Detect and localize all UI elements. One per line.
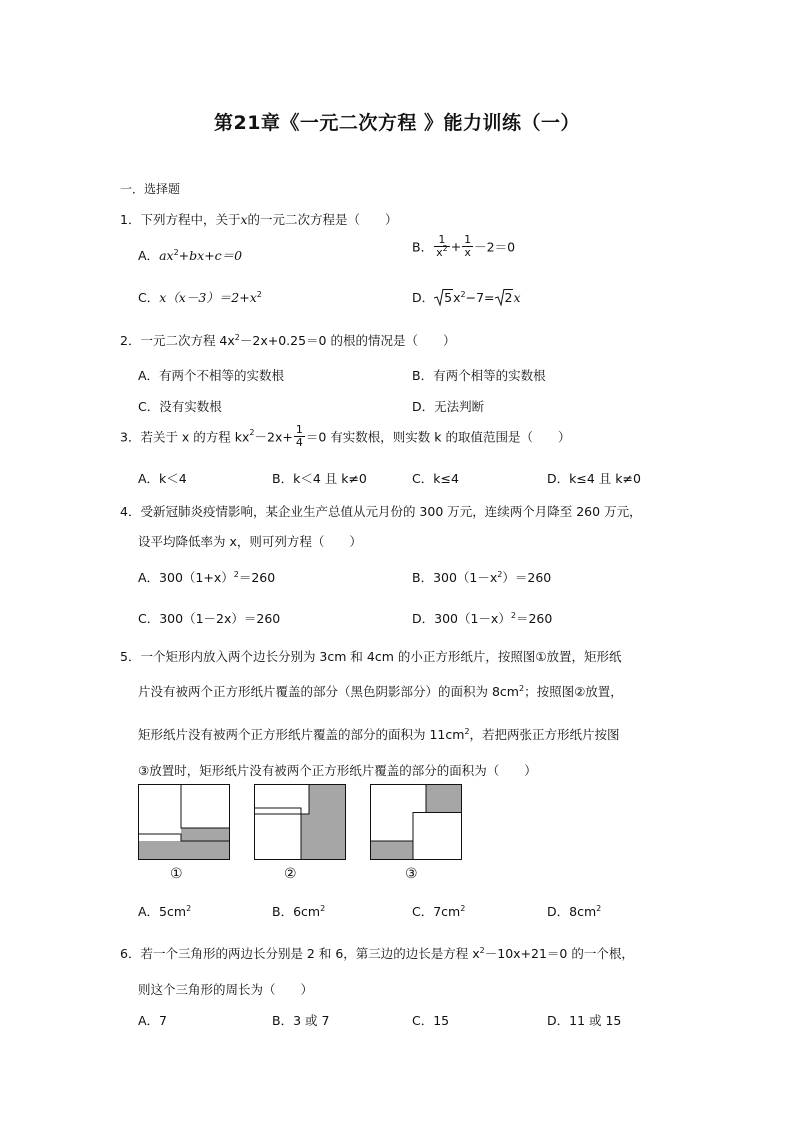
question-6-line-2: 则这个三角形的周长为（ ） (138, 982, 314, 997)
q5-line3-sup: 2 (464, 727, 470, 736)
q5-option-d[interactable] (547, 902, 601, 920)
q3-option-b[interactable]: B．k＜4 且 k≠0 (272, 471, 367, 486)
q2-option-a[interactable]: A．有两个不相等的实数根 (138, 368, 285, 383)
q1-b-num1: 1 (434, 234, 450, 247)
question-5-line-2 (138, 682, 623, 700)
q4-a-pre: A．300（1+x） (138, 570, 234, 585)
q1-d-sqrt-1 (434, 290, 453, 305)
q3-stem-b: －2x+ (254, 429, 293, 445)
question-5-line-1: 5．一个矩形内放入两个边长分别为 3cm 和 4cm 的小正方形纸片，按照图①放置，矩形纸 (120, 649, 622, 664)
question-6-line-1 (120, 944, 634, 962)
figure-1 (138, 784, 230, 860)
q4-b-post: ）＝260 (502, 570, 552, 585)
section-heading: 一．选择题 (120, 182, 181, 196)
q1-d-rad1: 5 (444, 290, 453, 305)
q1-d-mid: x (453, 290, 461, 305)
q4-a-sup: 2 (233, 570, 239, 579)
q1-b-den1: x (436, 246, 443, 259)
q1-stem-end: 的一元二次方程是（ ） (247, 212, 398, 227)
q1-d-sup: 2 (460, 290, 466, 299)
q1-d-sqrt-2 (495, 290, 514, 305)
page-title: 第21章《一元二次方程 》能力训练（一） (213, 112, 581, 134)
q5-line2-sup: 2 (518, 684, 525, 693)
q5-c-text: C．7cm (412, 904, 461, 919)
q5-line2-b: ；按照图②放置， (524, 684, 623, 699)
q4-option-b[interactable] (412, 568, 551, 586)
q2-stem-b: －2x+0.25＝0 的根的情况是（ ） (239, 333, 456, 348)
q1-stem-var: x (240, 212, 248, 227)
q1-b-label: B． (412, 239, 434, 255)
q5-b-sup: 2 (320, 904, 326, 913)
question-5-line-3 (138, 725, 620, 743)
q4-a-post: ＝260 (238, 570, 276, 585)
q1-d-end: x (513, 290, 521, 305)
figure-1-label: ① (170, 866, 183, 882)
fig2-shade-2 (301, 814, 309, 860)
q2-stem-a: 2．一元二次方程 4x (120, 333, 235, 348)
q1-stem-text: 1．下列方程中，关于 (120, 212, 241, 227)
fig1-shade-2 (181, 828, 230, 841)
q4-d-post: ＝260 (515, 611, 553, 626)
q1-b-num2: 1 (464, 233, 472, 246)
q5-c-sup: 2 (460, 904, 466, 913)
q6-line1-b: －10x+21＝0 的一个根， (484, 946, 634, 961)
q1-b-rest: －2＝0 (474, 239, 516, 255)
q3-stem-c: ＝0 有实数根，则实数 k 的取值范围是（ ） (305, 429, 571, 445)
q1-d-rad2: 2 (504, 290, 513, 305)
q4-option-c[interactable]: C．300（1－2x）＝260 (138, 611, 281, 626)
figure-2-label: ② (284, 866, 297, 882)
q4-d-pre: D．300（1－x） (412, 611, 511, 626)
q1-c-label: C． (138, 290, 160, 305)
q5-option-b[interactable] (272, 902, 325, 920)
q5-option-c[interactable] (412, 902, 465, 920)
q1-d-label: D． (412, 290, 435, 305)
fig3-shade-bottom (371, 841, 414, 860)
q4-b-pre: B．300（1－x (412, 570, 498, 585)
fig1-shade (139, 841, 230, 860)
q1-b-frac-2 (462, 234, 473, 259)
q1-option-c[interactable] (138, 288, 262, 306)
figure-2 (254, 784, 346, 860)
q1-a-expr: ax (159, 248, 174, 263)
q3-option-a[interactable]: A．k＜4 (138, 471, 187, 486)
q1-b-frac-1 (434, 234, 450, 259)
q4-option-a[interactable] (138, 568, 275, 586)
fig3-shade-top (426, 785, 462, 813)
q4-b-sup: 2 (497, 570, 503, 579)
q1-b-plus: + (450, 239, 462, 254)
q1-b-den2: x (464, 246, 471, 259)
q5-d-text: D．8cm (547, 904, 597, 919)
q5-d-sup: 2 (596, 904, 602, 913)
figure-3-label: ③ (405, 866, 418, 882)
q5-a-sup: 2 (186, 904, 192, 913)
q5-line3-a: 矩形纸片没有被两个正方形纸片覆盖的部分的面积为 11cm (138, 727, 465, 742)
q6-option-c[interactable]: C．15 (412, 1013, 450, 1028)
q5-option-a[interactable] (138, 902, 191, 920)
q5-line2-a: 片没有被两个正方形纸片覆盖的部分（黑色阴影部分）的面积为 8cm (138, 684, 519, 699)
q5-b-text: B．6cm (272, 904, 321, 919)
figure-3 (370, 784, 462, 860)
q1-a-rest: +bx+c＝0 (178, 248, 243, 263)
q1-option-d[interactable] (412, 288, 521, 306)
q1-c-sup: 2 (256, 290, 262, 299)
fig2-shade (309, 785, 346, 860)
q1-option-b[interactable] (412, 234, 515, 259)
fig2-square-small (255, 808, 302, 860)
question-3-stem (120, 424, 570, 449)
q1-c-expr: x（x－3）＝2+x (159, 290, 257, 305)
q4-option-d[interactable] (412, 609, 552, 627)
q3-option-c[interactable]: C．k≤4 (412, 471, 459, 486)
question-5-line-4: ③放置时，矩形纸片没有被两个正方形纸片覆盖的部分的面积为（ ） (138, 763, 537, 778)
q3-fraction (294, 424, 305, 449)
q1-a-sup: 2 (173, 248, 179, 257)
fig1-square-large (181, 785, 230, 829)
question-1-stem (120, 210, 398, 228)
q2-option-b[interactable]: B．有两个相等的实数根 (412, 368, 546, 383)
question-4-line-2: 设平均降低率为 x，则可列方程（ ） (138, 534, 362, 549)
q3-frac-num: 1 (295, 423, 303, 436)
q3-stem-a: 3．若关于 x 的方程 kx (120, 429, 250, 445)
q6-line1-sup: 2 (479, 946, 485, 955)
question-4-line-1: 4．受新冠肺炎疫情影响，某企业生产总值从元月份的 300 万元，连续两个月降至 260 万元， (120, 504, 642, 519)
q3-option-d[interactable]: D．k≤4 且 k≠0 (547, 471, 641, 486)
q2-option-d[interactable]: D．无法判断 (412, 399, 485, 414)
q2-option-c[interactable]: C．没有实数根 (138, 399, 222, 414)
q5-line3-b: ，若把两张正方形纸片按图 (469, 727, 620, 742)
q5-a-text: A．5cm (138, 904, 187, 919)
q1-d-mid2: −7= (465, 290, 495, 305)
q6-option-a[interactable]: A．7 (138, 1013, 168, 1028)
q6-option-b[interactable]: B．3 或 7 (272, 1013, 330, 1028)
q3-frac-den: 4 (295, 436, 303, 449)
q4-d-sup: 2 (510, 611, 516, 620)
fig3-square-b (371, 813, 427, 842)
question-2-stem (120, 331, 455, 349)
q6-line1-a: 6．若一个三角形的两边长分别是 2 和 6，第三边的边长是方程 x (120, 946, 480, 961)
q1-a-label: A． (138, 248, 160, 263)
q1-option-a[interactable] (138, 246, 242, 264)
q3-stem-sup: 2 (249, 428, 255, 437)
q2-stem-sup: 2 (234, 333, 240, 342)
q6-option-d[interactable]: D．11 或 15 (547, 1013, 622, 1028)
q1-b-den1-sup: 2 (442, 244, 448, 253)
